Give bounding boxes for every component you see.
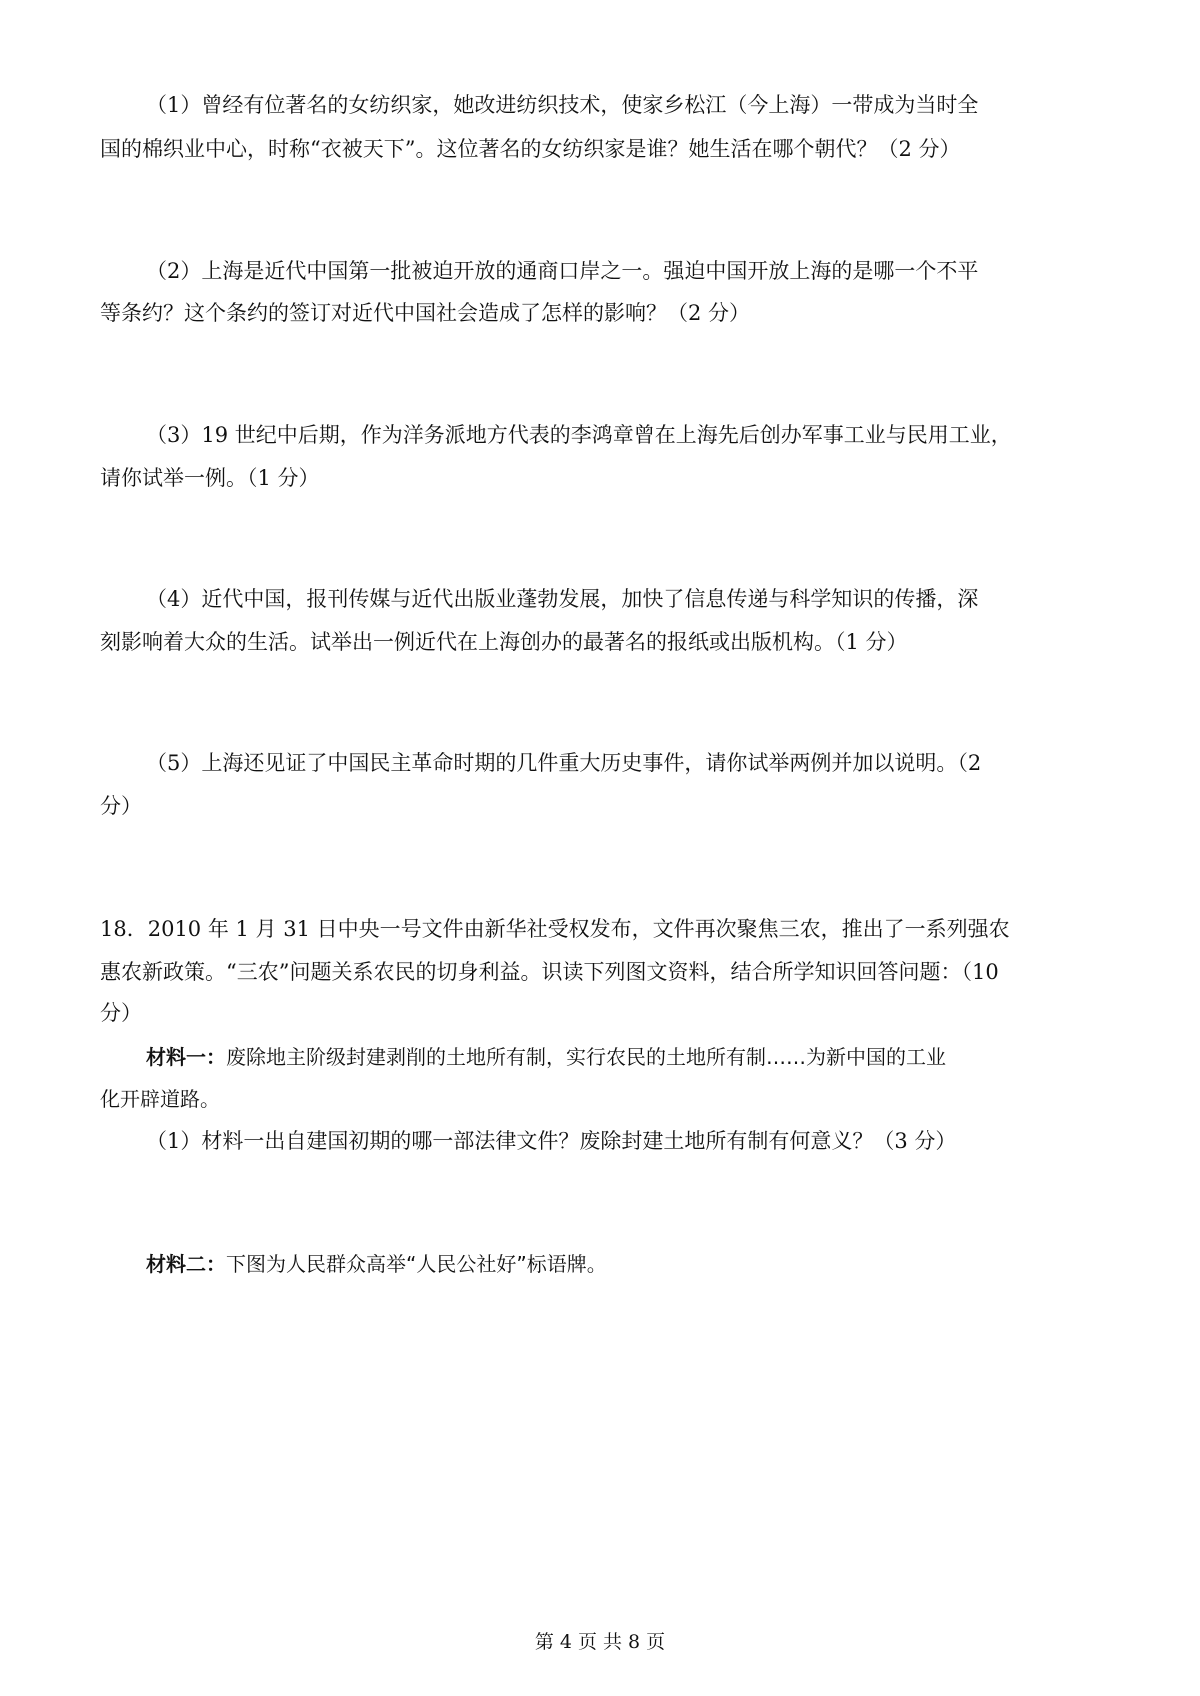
question-18-line-1: 18．2010 年 1 月 31 日中央一号文件由新华社受权发布，文件再次聚焦三农，推出了一系列强农 xyxy=(100,917,1010,941)
question-17-3-line-2: 请你试举一例。（1 分） xyxy=(100,466,320,490)
question-17-1-line-1: （1）曾经有位著名的女纺织家，她改进纺织技术，使家乡松江（今上海）一带成为当时全 xyxy=(146,93,979,117)
question-17-4-line-2: 刻影响着大众的生活。试举出一例近代在上海创办的最著名的报纸或出版机构。（1 分） xyxy=(100,630,908,654)
material-1-continued: 化开辟道路。 xyxy=(100,1087,220,1111)
material-2 xyxy=(146,1249,1130,1279)
material-2-text: 下图为人民群众高举“人民公社好”标语牌。 xyxy=(226,1252,607,1276)
material-1-label: 材料一： xyxy=(146,1045,226,1069)
question-18-1: （1）材料一出自建国初期的哪一部法律文件？废除封建土地所有制有何意义？（3 分） xyxy=(146,1129,957,1153)
material-1 xyxy=(146,1042,1130,1072)
question-17-4-line-1: （4）近代中国，报刊传媒与近代出版业蓬勃发展，加快了信息传递与科学知识的传播，深 xyxy=(146,587,979,611)
question-17-2-line-2: 等条约？这个条约的签订对近代中国社会造成了怎样的影响？（2 分） xyxy=(100,301,751,325)
question-18-line-2: 惠农新政策。“三农”问题关系农民的切身利益。识读下列图文资料，结合所学知识回答问题：（10 xyxy=(100,960,999,984)
question-17-2-line-1: （2）上海是近代中国第一批被迫开放的通商口岸之一。强迫中国开放上海的是哪一个不平 xyxy=(146,259,979,283)
question-17-5-line-2: 分） xyxy=(100,794,142,818)
page-footer: 第 4 页 共 8 页 xyxy=(534,1631,666,1653)
question-18-line-3: 分） xyxy=(100,1001,142,1025)
question-17-1-line-2: 国的棉织业中心，时称“衣被天下”。这位著名的女纺织家是谁？她生活在哪个朝代？（2 分） xyxy=(100,137,961,161)
material-2-label: 材料二： xyxy=(146,1252,226,1276)
question-17-3-line-1: （3）19 世纪中后期，作为洋务派地方代表的李鸿章曾在上海先后创办军事工业与民用工业， xyxy=(146,423,1012,447)
material-1-text: 废除地主阶级封建剥削的土地所有制，实行农民的土地所有制……为新中国的工业 xyxy=(226,1045,946,1069)
question-17-5-line-1: （5）上海还见证了中国民主革命时期的几件重大历史事件，请你试举两例并加以说明。（2 xyxy=(146,751,982,775)
